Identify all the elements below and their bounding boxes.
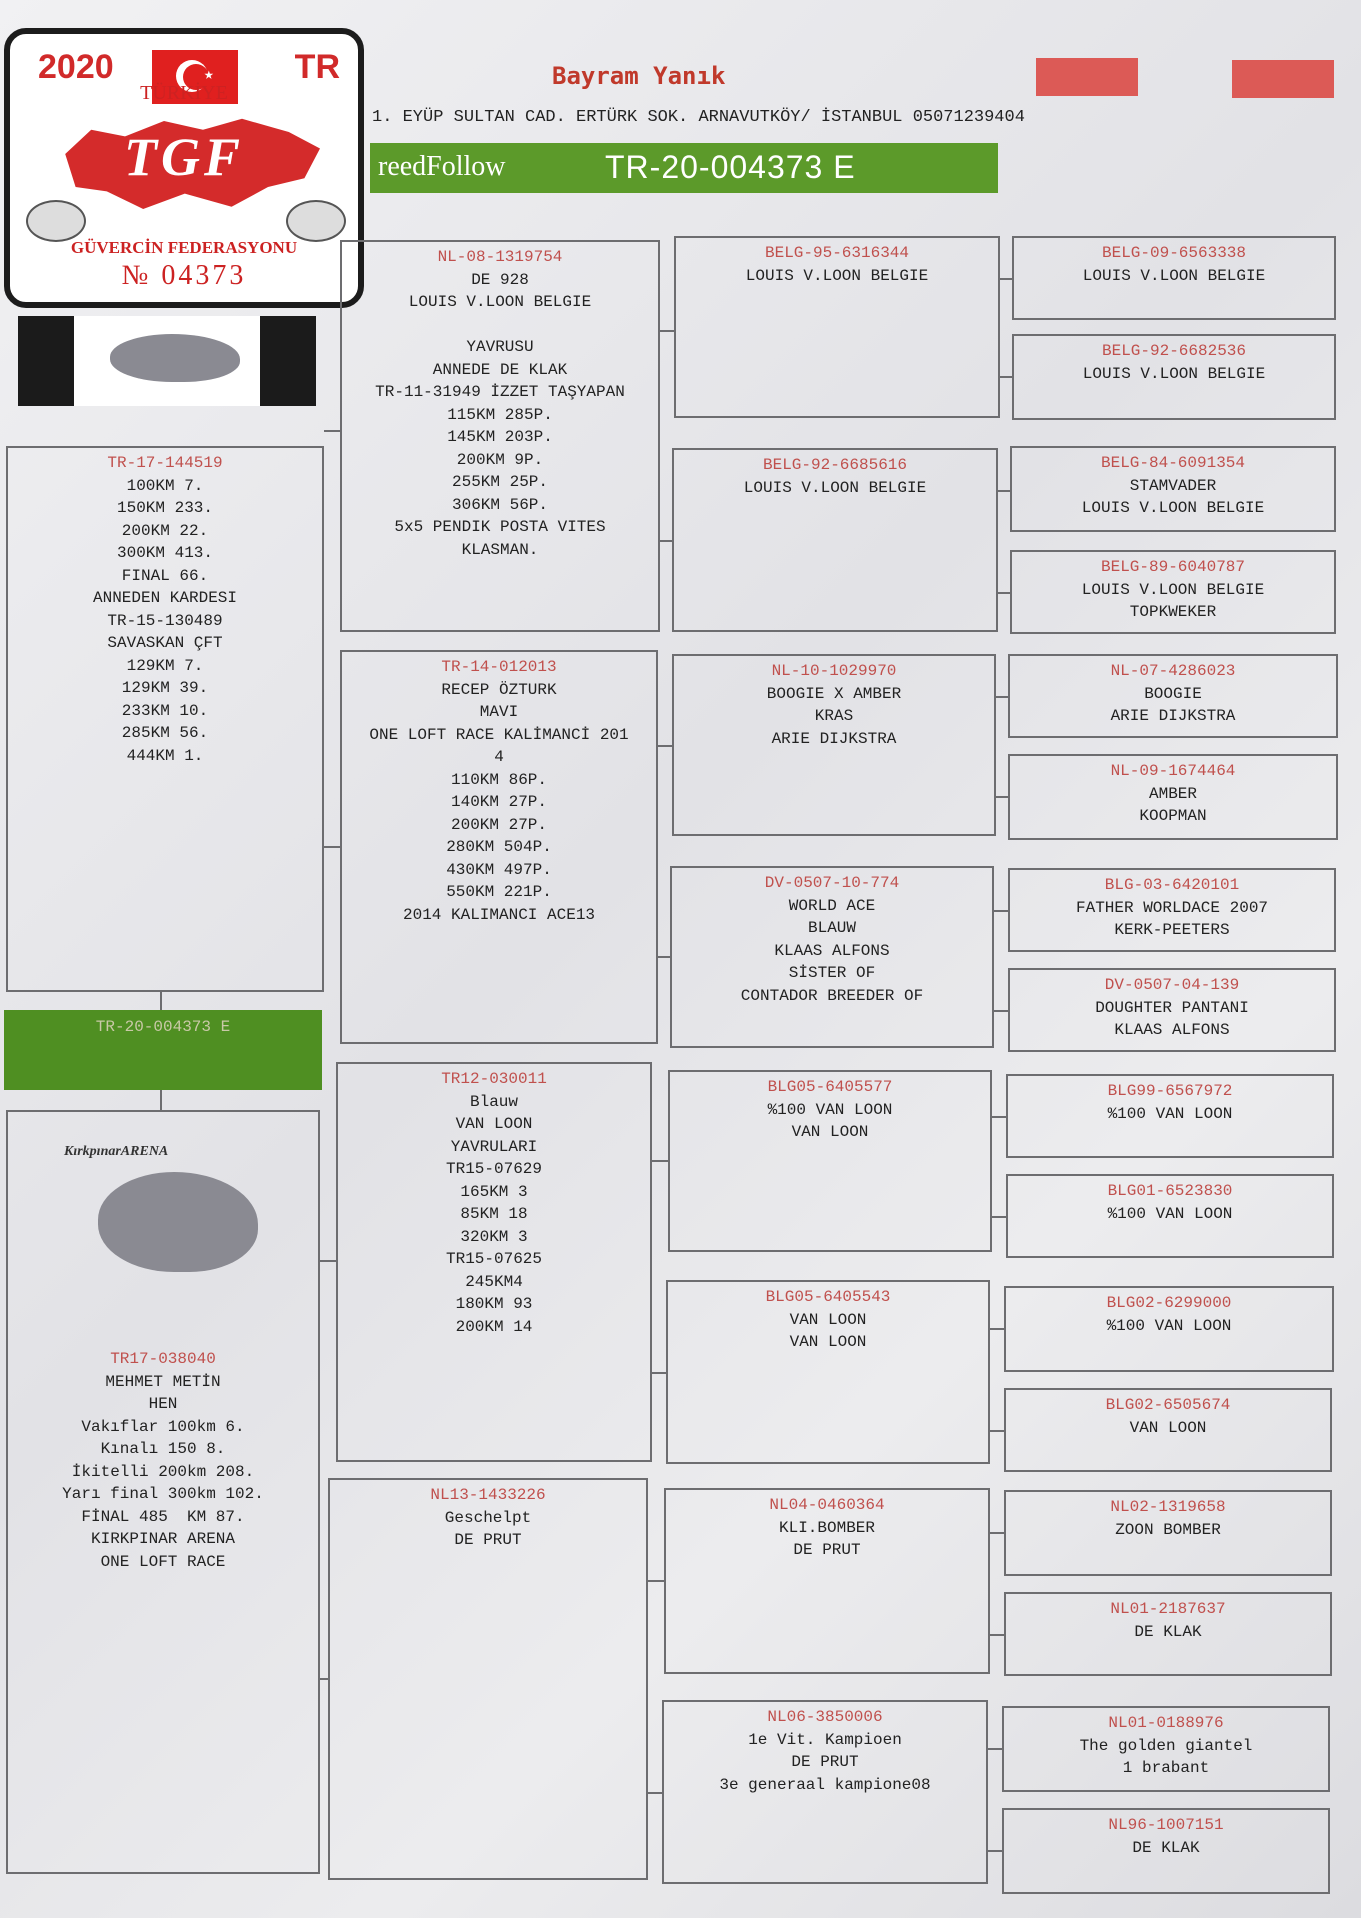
connector-line xyxy=(992,1116,1006,1118)
connector-line xyxy=(988,1748,1002,1750)
card-line: LOUIS V.LOON BELGIE xyxy=(745,266,929,285)
card-line: DE PRUT xyxy=(791,1753,859,1771)
card-lines xyxy=(338,1091,650,1339)
card-line: 320KM 3 xyxy=(460,1227,528,1246)
connector-line xyxy=(652,1160,668,1162)
card-line: 129KM 7. xyxy=(126,656,204,675)
red-marker-left xyxy=(1036,58,1138,96)
card-line: TR-11-31949 İZZET TAŞYAPAN xyxy=(375,383,625,401)
card-line: VAN LOON xyxy=(791,1123,869,1141)
card-lines xyxy=(1008,1203,1332,1226)
card-line: 255KM 25P. xyxy=(451,473,548,491)
card-line: STAMVADER xyxy=(1129,476,1217,495)
ring-number: NL06-3850006 xyxy=(767,1708,883,1726)
ring-number: TR12-030011 xyxy=(441,1070,547,1088)
card-line: TR-15-130489 xyxy=(107,611,223,630)
red-marker-right xyxy=(1232,60,1334,98)
pedigree-card-dam-sire xyxy=(336,1062,652,1462)
card-line: Blauw xyxy=(469,1092,518,1111)
ring-number: BLG05-6405543 xyxy=(765,1288,891,1306)
ring-number: BELG-95-6316344 xyxy=(764,244,910,262)
card-line: HEN xyxy=(148,1395,178,1413)
card-lines xyxy=(1006,1315,1332,1338)
card-line: TR15-07629 xyxy=(445,1160,542,1178)
ring-number: TR17-038040 xyxy=(110,1350,216,1368)
badge-federation: GÜVERCİN FEDERASYONU xyxy=(70,238,298,257)
ring-number: NL96-1007151 xyxy=(1108,1816,1224,1834)
ring-number: BLG02-6299000 xyxy=(1106,1294,1232,1312)
connector-line xyxy=(994,1010,1008,1012)
badge-logo: TGF xyxy=(124,127,244,187)
card-line: 180KM 93 xyxy=(455,1295,533,1313)
card-line: FATHER WORLDACE 2007 xyxy=(1075,898,1269,917)
breeder-name: Bayram Yanık xyxy=(552,62,726,90)
card-line: SAVASKAN ÇFT xyxy=(107,634,223,652)
connector-line xyxy=(988,1850,1002,1852)
pedigree-card-g7 xyxy=(1008,868,1336,952)
card-lines xyxy=(342,269,658,562)
pedigree-card-dam-dam xyxy=(328,1478,648,1880)
card-line: FİNAL 485 KM 87. xyxy=(81,1507,245,1526)
pedigree-card-g6 xyxy=(1008,754,1338,840)
pedigree-card-g12 xyxy=(1004,1388,1332,1472)
pedigree-card-ss-sire xyxy=(674,236,1000,418)
badge-country-name: TÜRKİYE xyxy=(140,82,228,104)
card-line: 550KM 221P. xyxy=(446,883,552,901)
card-lines xyxy=(1014,265,1334,288)
card-line: KIRKPINAR ARENA xyxy=(90,1530,236,1548)
card-line: VAN LOON xyxy=(789,1333,867,1351)
connector-line xyxy=(990,1532,1004,1534)
ring-number: BELG-89-6040787 xyxy=(1100,558,1246,576)
connector-line xyxy=(996,696,1008,698)
card-line: 115KM 285P. xyxy=(447,405,553,424)
connector-line xyxy=(320,1260,336,1262)
card-line: 2014 KALIMANCI ACE13 xyxy=(402,905,596,924)
card-line: 280KM 504P. xyxy=(446,838,552,856)
ring-number: DV-0507-10-774 xyxy=(764,874,900,892)
connector-line xyxy=(990,1634,1004,1636)
pedigree-card-g1 xyxy=(1012,236,1336,320)
connector-line xyxy=(320,1678,328,1680)
card-lines xyxy=(1012,475,1334,520)
card-line: 200KM 14 xyxy=(455,1317,533,1336)
card-lines xyxy=(1006,1417,1330,1440)
ring-number: BLG-03-6420101 xyxy=(1104,876,1240,894)
card-line: LOUIS V.LOON BELGIE xyxy=(1082,364,1266,383)
card-line: ANNEDE DE KLAK xyxy=(432,360,568,379)
tgf-ring-badge xyxy=(4,28,364,308)
ring-number: NL-08-1319754 xyxy=(437,248,563,266)
card-line: CONTADOR BREEDER OF xyxy=(740,986,924,1005)
card-line: 245KM4 xyxy=(465,1272,523,1291)
card-line: MEHMET METİN xyxy=(105,1372,221,1391)
pigeon-image xyxy=(110,334,240,382)
connector-line xyxy=(648,1792,662,1794)
ring-number: DV-0507-04-139 xyxy=(1104,976,1240,994)
connector-line xyxy=(990,1328,1004,1330)
ring-number: BELG-84-6091354 xyxy=(1100,454,1246,472)
card-line: MAVI xyxy=(479,703,519,721)
card-lines xyxy=(1010,683,1336,728)
ring-number: BLG05-6405577 xyxy=(767,1078,893,1096)
pedigree-card-dam xyxy=(6,1110,320,1874)
pedigree-card-ds-sire xyxy=(668,1070,992,1252)
card-line: %100 VAN LOON xyxy=(1107,1204,1233,1223)
card-line: Yarı final 300km 102. xyxy=(62,1485,264,1503)
card-lines xyxy=(1006,1621,1330,1644)
card-line: AMBER xyxy=(1148,784,1197,803)
ring-number: BELG-92-6685616 xyxy=(762,456,908,474)
card-line: 1e Vit. Kampioen xyxy=(748,1730,902,1749)
card-lines xyxy=(342,679,656,927)
card-line: DOUGHTER PANTANI xyxy=(1095,998,1249,1017)
pedigree-card-sire xyxy=(6,446,324,992)
card-lines xyxy=(668,1309,988,1354)
pedigree-card-g13 xyxy=(1004,1490,1332,1576)
pedigree-card-g4 xyxy=(1010,550,1336,634)
card-line: 4 xyxy=(494,748,504,766)
card-line: WORLD ACE xyxy=(788,896,876,915)
pedigree-card-dd-sire xyxy=(664,1488,990,1674)
card-lines xyxy=(670,1099,990,1144)
connector-line xyxy=(1000,376,1012,378)
sire-photo xyxy=(18,316,316,406)
connector-line xyxy=(998,592,1010,594)
card-line: SİSTER OF xyxy=(788,964,876,982)
card-lines xyxy=(1004,1735,1328,1780)
subject-ring: TR-20-004373 E xyxy=(95,1018,231,1036)
brand-banner xyxy=(370,143,998,193)
connector-line xyxy=(160,1090,162,1110)
card-lines xyxy=(676,265,998,288)
breeder-address: 1. EYÜP SULTAN CAD. ERTÜRK SOK. ARNAVUTKÖY/ İSTANBUL 05071239404 xyxy=(372,108,1025,127)
card-line: BOOGIE X AMBER xyxy=(766,684,902,703)
connector-line xyxy=(324,430,340,432)
connector-line xyxy=(660,540,672,542)
connector-line xyxy=(996,796,1008,798)
card-line: 233KM 10. xyxy=(121,701,209,720)
brand-name: reedFollow xyxy=(378,151,506,182)
card-line: 200KM 22. xyxy=(121,521,209,540)
card-line: KLI.BOMBER xyxy=(778,1518,875,1537)
card-lines xyxy=(672,895,992,1008)
card-lines xyxy=(674,683,994,751)
card-line: 140KM 27P. xyxy=(450,793,547,811)
card-line: 200KM 9P. xyxy=(456,450,544,469)
card-lines xyxy=(1006,1519,1330,1542)
card-line: KRAS xyxy=(814,707,854,725)
card-lines xyxy=(1008,1103,1332,1126)
card-line: %100 VAN LOON xyxy=(1106,1316,1232,1335)
card-line: LOUIS V.LOON BELGIE xyxy=(1082,266,1266,285)
card-line: Kınalı 150 8. xyxy=(100,1440,226,1458)
card-line: ARIE DIJKSTRA xyxy=(771,729,897,748)
subject-ring-bar xyxy=(4,1010,322,1090)
ring-number: NL-09-1674464 xyxy=(1110,762,1236,780)
card-line: YAVRUSU xyxy=(466,338,534,356)
card-line: VAN LOON xyxy=(455,1115,533,1133)
ring-number: NL-10-1029970 xyxy=(771,662,897,680)
card-lines xyxy=(666,1517,988,1562)
ring-number: BELG-92-6682536 xyxy=(1101,342,1247,360)
card-line: KERK-PEETERS xyxy=(1114,921,1230,939)
pedigree-card-g10 xyxy=(1006,1174,1334,1258)
banner-ring-number: TR-20-004373 E xyxy=(605,149,856,185)
card-line: LOUIS V.LOON BELGIE xyxy=(408,293,592,311)
card-line: VAN LOON xyxy=(789,1310,867,1329)
card-line: 150KM 233. xyxy=(116,499,213,517)
connector-line xyxy=(660,330,674,332)
pigeon-image xyxy=(98,1172,258,1272)
card-lines xyxy=(1014,363,1334,386)
card-line: ANNEDEN KARDESI xyxy=(92,589,238,607)
card-line: LOUIS V.LOON BELGIE xyxy=(1081,499,1265,517)
card-line: LOUIS V.LOON BELGIE xyxy=(743,478,927,497)
pedigree-card-g16 xyxy=(1002,1808,1330,1894)
card-line: KOOPMAN xyxy=(1139,807,1207,825)
card-line: 165KM 3 xyxy=(460,1182,528,1201)
connector-line xyxy=(652,1372,666,1374)
pigeon-seal-icon xyxy=(286,200,346,242)
ring-number: NL01-2187637 xyxy=(1110,1600,1226,1618)
card-line: FINAL 66. xyxy=(121,566,209,585)
pedigree-card-g11 xyxy=(1004,1286,1334,1372)
ring-number: NL02-1319658 xyxy=(1110,1498,1226,1516)
card-line: BOOGIE xyxy=(1144,684,1202,703)
connector-line xyxy=(990,1430,1004,1432)
connector-line xyxy=(658,745,672,747)
connector-line xyxy=(994,910,1008,912)
card-lines xyxy=(1010,997,1334,1042)
card-line: ZOON BOMBER xyxy=(1115,1520,1221,1539)
pedigree-card-g5 xyxy=(1008,654,1338,738)
pedigree-card-sd-dam xyxy=(670,866,994,1048)
connector-line xyxy=(648,1580,664,1582)
card-line: 306KM 56P. xyxy=(451,495,548,514)
card-lines xyxy=(664,1729,986,1797)
card-line: KLAAS ALFONS xyxy=(774,941,890,960)
ring-number: BLG99-6567972 xyxy=(1107,1082,1233,1100)
card-line: 444KM 1. xyxy=(126,746,204,765)
ring-number: NL01-0188976 xyxy=(1108,1714,1224,1732)
card-line: İkitelli 200km 208. xyxy=(71,1462,255,1481)
ring-number: BLG02-6505674 xyxy=(1105,1396,1231,1414)
card-lines xyxy=(674,477,996,500)
card-line: DE 928 xyxy=(471,270,529,289)
card-line: ONE LOFT RACE KALİMANCİ 201 xyxy=(369,725,629,744)
card-line: 430KM 497P. xyxy=(446,860,552,879)
card-line: 145KM 203P. xyxy=(447,428,553,446)
ring-number: BELG-09-6563338 xyxy=(1101,244,1247,262)
card-line: %100 VAN LOON xyxy=(767,1100,893,1119)
connector-line xyxy=(324,846,340,848)
card-line: TR15-07625 xyxy=(445,1250,542,1268)
card-line: The golden giantel xyxy=(1079,1736,1253,1755)
card-line: TOPKWEKER xyxy=(1129,603,1217,621)
card-line: YAVRULARI xyxy=(450,1137,538,1156)
card-lines xyxy=(1004,1837,1328,1860)
card-line: 100KM 7. xyxy=(126,476,204,495)
card-line: DE PRUT xyxy=(793,1541,861,1559)
ring-number: NL13-1433226 xyxy=(430,1486,546,1504)
card-line: KLAAS ALFONS xyxy=(1114,1021,1230,1039)
ring-number: BLG01-6523830 xyxy=(1107,1182,1233,1200)
card-line: LOUIS V.LOON BELGIE xyxy=(1081,580,1265,599)
connector-line xyxy=(658,956,670,958)
card-line: 300KM 413. xyxy=(116,544,213,562)
card-lines xyxy=(330,1507,646,1552)
connector-line xyxy=(160,992,162,1010)
pedigree-card-g3 xyxy=(1010,446,1336,532)
ring-number: TR-17-144519 xyxy=(107,454,223,472)
card-line: KLASMAN. xyxy=(461,540,539,559)
card-line: 5x5 PENDIK POSTA VITES xyxy=(394,518,606,536)
dam-photo xyxy=(8,1112,318,1348)
pedigree-card-dd-dam xyxy=(662,1700,988,1884)
card-line: 110KM 86P. xyxy=(450,770,547,789)
ring-number: NL-07-4286023 xyxy=(1110,662,1236,680)
card-lines xyxy=(1010,897,1334,942)
card-line: Vakıflar 100km 6. xyxy=(81,1417,245,1436)
card-line: 200KM 27P. xyxy=(450,815,547,834)
card-line: DE PRUT xyxy=(454,1531,522,1549)
card-lines xyxy=(1012,579,1334,624)
badge-country-code: TR xyxy=(294,48,340,86)
pedigree-card-sire-dam xyxy=(340,650,658,1044)
card-line: 285KM 56. xyxy=(121,724,209,742)
turkish-flag-icon: ★ xyxy=(152,50,238,104)
card-line: RECEP ÖZTURK xyxy=(441,680,557,699)
pedigree-card-g8 xyxy=(1008,968,1336,1052)
card-line: VAN LOON xyxy=(1129,1418,1207,1437)
pigeon-seal-icon xyxy=(26,200,86,242)
card-line: 1 brabant xyxy=(1122,1759,1210,1777)
pedigree-card-g9 xyxy=(1006,1074,1334,1158)
card-line: Geschelpt xyxy=(444,1508,532,1527)
connector-line xyxy=(992,1216,1006,1218)
card-line: 129KM 39. xyxy=(121,679,209,697)
card-lines xyxy=(8,475,322,768)
card-line: BLAUW xyxy=(807,919,856,937)
pedigree-card-sire-sire xyxy=(340,240,660,632)
ring-number: NL04-0460364 xyxy=(769,1496,885,1514)
card-line: DE KLAK xyxy=(1132,1838,1200,1857)
pedigree-card-sd-sire xyxy=(672,654,996,836)
card-line: ARIE DIJKSTRA xyxy=(1110,707,1236,725)
card-line xyxy=(342,314,658,337)
card-line: 3e generaal kampione08 xyxy=(719,1775,931,1794)
card-line: 85KM 18 xyxy=(460,1205,528,1223)
connector-line xyxy=(998,490,1010,492)
pedigree-card-g2 xyxy=(1012,334,1336,420)
card-line: DE KLAK xyxy=(1134,1622,1202,1641)
pedigree-card-g15 xyxy=(1002,1706,1330,1792)
pedigree-card-ds-dam xyxy=(666,1280,990,1464)
pedigree-card-ss-dam xyxy=(672,448,998,632)
card-lines xyxy=(1010,783,1336,828)
card-line: %100 VAN LOON xyxy=(1107,1104,1233,1123)
pedigree-card-g14 xyxy=(1004,1592,1332,1676)
connector-line xyxy=(1000,278,1012,280)
arena-logo: KırkpınarARENA xyxy=(64,1144,169,1159)
card-line: ONE LOFT RACE xyxy=(100,1552,226,1571)
ring-number: TR-14-012013 xyxy=(441,658,557,676)
card-lines xyxy=(8,1371,318,1574)
badge-number: № 04373 xyxy=(121,260,247,291)
badge-year: 2020 xyxy=(38,48,114,86)
